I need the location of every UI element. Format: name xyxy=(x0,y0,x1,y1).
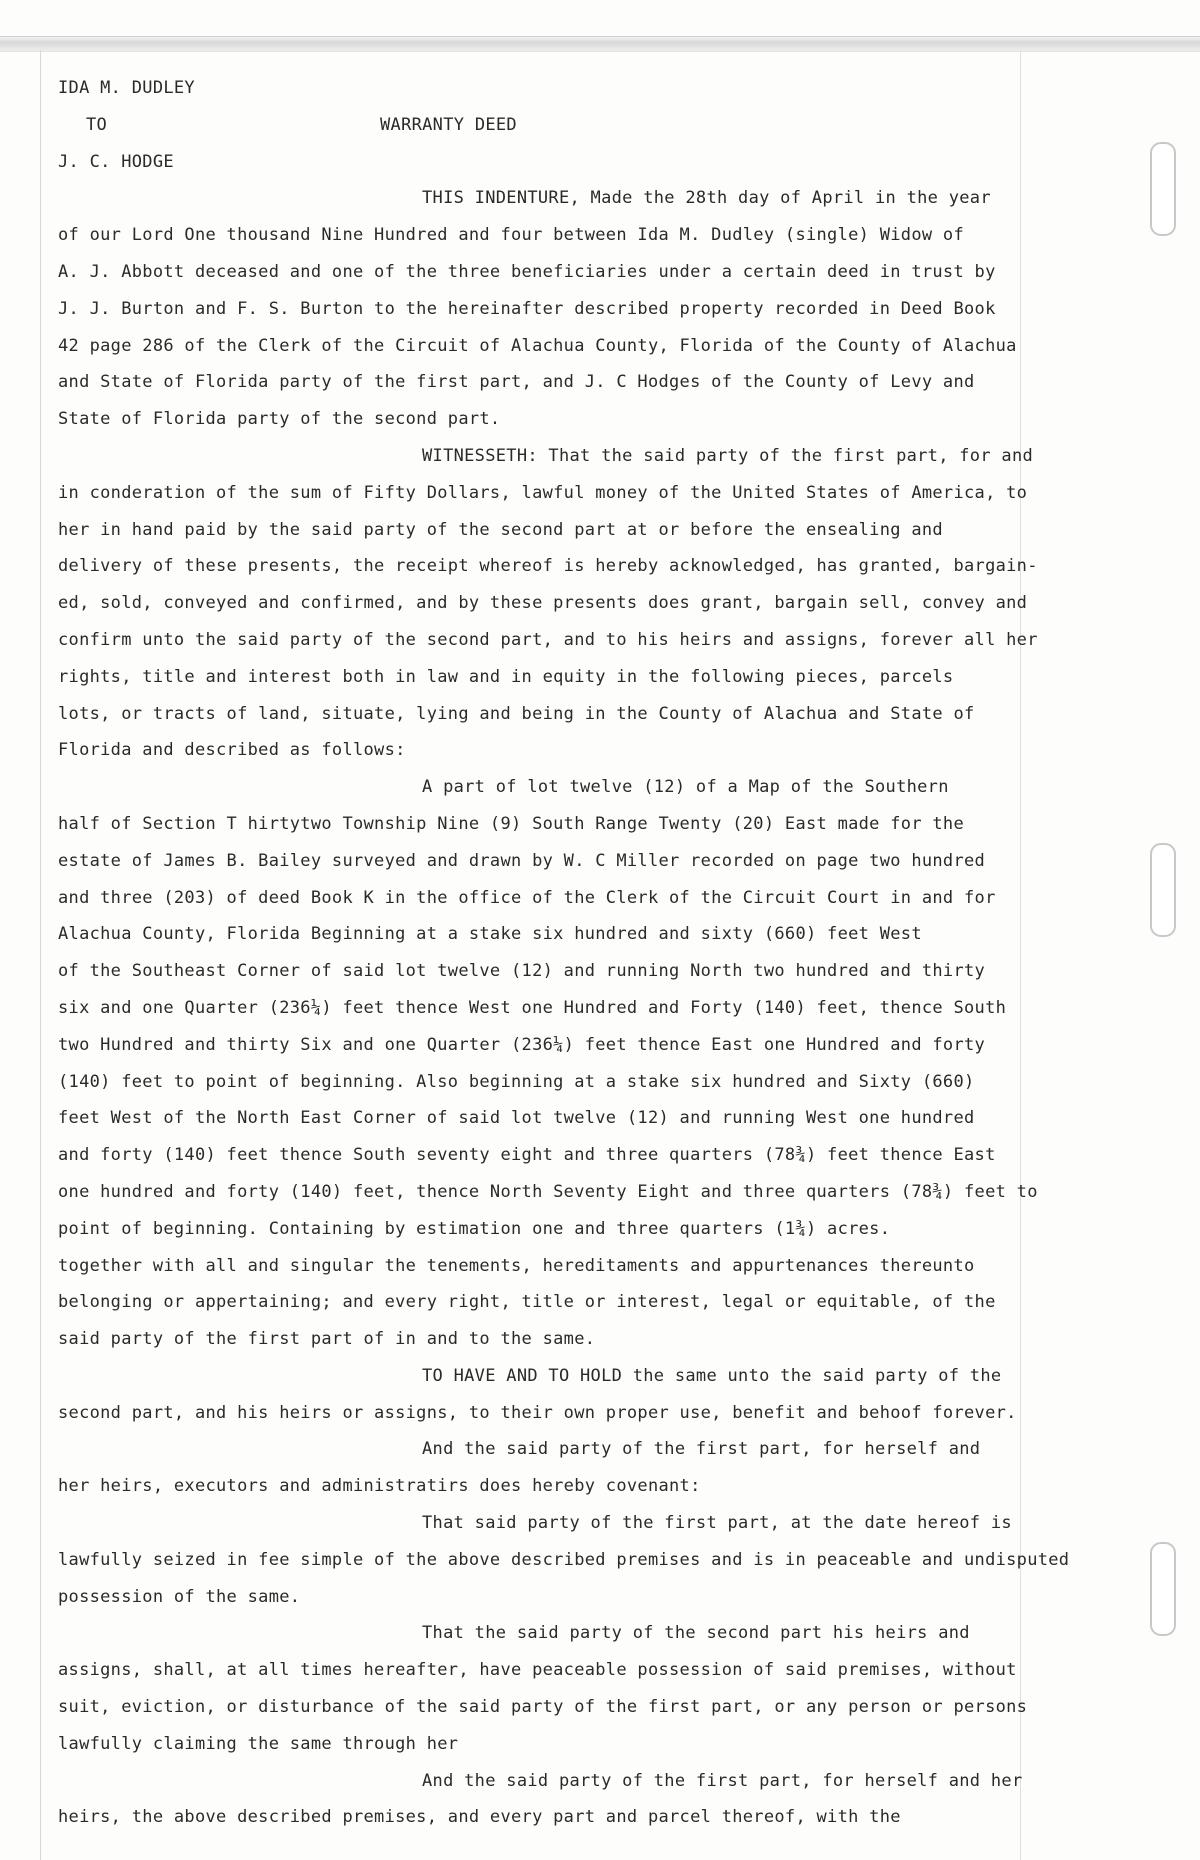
text-line: of our Lord One thousand Nine Hundred and four between Ida M. Dudley (single) Widow of xyxy=(58,225,964,246)
text-line: and State of Florida party of the first part, and J. C Hodges of the County of Levy and xyxy=(58,372,975,393)
text-line: TO HAVE AND TO HOLD the same unto the said party of the xyxy=(422,1365,1002,1386)
text-line: Florida and described as follows: xyxy=(58,740,406,761)
text-line: one hundred and forty (140) feet, thence North Seventy Eight and three quarters (78¾) feet to xyxy=(58,1181,1038,1202)
text-line: lawfully seized in fee simple of the above described premises and is in peaceable and undisputed xyxy=(58,1549,1070,1570)
text-line: and forty (140) feet thence South seventy eight and three quarters (78¾) feet thence East xyxy=(58,1145,996,1166)
text-line: heirs, the above described premises, and every part and parcel thereof, with the xyxy=(58,1807,901,1828)
text-line: point of beginning. Containing by estimation one and three quarters (1¾) acres. xyxy=(58,1218,891,1239)
text-line: And the said party of the first part, for herself and xyxy=(422,1439,981,1460)
text-line: confirm unto the said party of the second part, and to his heirs and assigns, forever all her xyxy=(58,629,1038,650)
text-line: together with all and singular the tenements, hereditaments and appurtenances thereunto xyxy=(58,1255,975,1276)
text-line: And the said party of the first part, for herself and her xyxy=(422,1770,1023,1791)
to-label: TO xyxy=(86,114,108,135)
heading-line xyxy=(58,107,1038,144)
text-line: and three (203) of deed Book K in the office of the Clerk of the Circuit Court in and for xyxy=(58,887,996,908)
text-line: delivery of these presents, the receipt whereof is hereby acknowledged, has granted, bargain- xyxy=(58,556,1038,577)
text-line: her heirs, executors and administratirs does hereby covenant: xyxy=(58,1476,701,1497)
text-line: half of Section T hirtytwo Township Nine (9) South Range Twenty (20) East made for the xyxy=(58,813,964,834)
text-line: 42 page 286 of the Clerk of the Circuit of Alachua County, Florida of the County of Alachua xyxy=(58,335,1017,356)
grantee-name: J. C. HODGE xyxy=(58,151,174,172)
document-title: WARRANTY DEED xyxy=(380,114,517,135)
text-line: suit, eviction, or disturbance of the said party of the first part, or any person or persons xyxy=(58,1697,1028,1718)
text-line: That the said party of the second part his heirs and xyxy=(422,1623,970,1644)
left-margin-rule xyxy=(40,50,41,1860)
text-line: two Hundred and thirty Six and one Quarter (236¼) feet thence East one Hundred and forty xyxy=(58,1034,986,1055)
punch-hole-top xyxy=(1150,142,1176,236)
text-line: feet West of the North East Corner of said lot twelve (12) and running West one hundred xyxy=(58,1108,975,1129)
text-line: six and one Quarter (236¼) feet thence West one Hundred and Forty (140) feet, thence South xyxy=(58,997,1007,1018)
text-line: second part, and his heirs or assigns, to their own proper use, benefit and behoof forever. xyxy=(58,1402,1017,1423)
text-line: J. J. Burton and F. S. Burton to the hereinafter described property recorded in Deed Book xyxy=(58,298,996,319)
text-line: A. J. Abbott deceased and one of the three beneficiaries under a certain deed in trust by xyxy=(58,261,996,282)
text-line: ed, sold, conveyed and confirmed, and by these presents does grant, bargain sell, convey and xyxy=(58,593,1028,614)
text-line: her in hand paid by the said party of the second part at or before the ensealing and xyxy=(58,519,943,540)
punch-hole-bottom xyxy=(1150,1542,1176,1636)
punch-hole-middle xyxy=(1150,843,1176,937)
text-line: estate of James B. Bailey surveyed and drawn by W. C Miller recorded on page two hundred xyxy=(58,850,986,871)
text-line: THIS INDENTURE, Made the 28th day of April in the year xyxy=(422,188,991,209)
text-line: A part of lot twelve (12) of a Map of the Southern xyxy=(422,777,949,798)
text-line: rights, title and interest both in law and in equity in the following pieces, parcels xyxy=(58,666,954,687)
text-line: That said party of the first part, at the date hereof is xyxy=(422,1513,1012,1534)
text-line: WITNESSETH: That the said party of the first part, for and xyxy=(422,445,1034,466)
text-line: of the Southeast Corner of said lot twelve (12) and running North two hundred and thirty xyxy=(58,961,986,982)
text-line: (140) feet to point of beginning. Also beginning at a stake six hundred and Sixty (660) xyxy=(58,1071,975,1092)
text-line: said party of the first part of in and to the same. xyxy=(58,1329,596,1350)
text-line: lots, or tracts of land, situate, lying and being in the County of Alachua and State of xyxy=(58,703,975,724)
text-line: assigns, shall, at all times hereafter, have peaceable possession of said premises, without xyxy=(58,1660,1017,1681)
text-line: in conderation of the sum of Fifty Dollars, lawful money of the United States of America, to xyxy=(58,482,1028,503)
deed-text xyxy=(58,70,1070,1836)
text-line: belonging or appertaining; and every right, title or interest, legal or equitable, of the xyxy=(58,1292,996,1313)
text-line: possession of the same. xyxy=(58,1586,301,1607)
grantor-name: IDA M. DUDLEY xyxy=(58,78,195,98)
text-line: State of Florida party of the second part. xyxy=(58,409,501,430)
text-line: Alachua County, Florida Beginning at a stake six hundred and sixty (660) feet West xyxy=(58,924,922,945)
text-line: lawfully claiming the same through her xyxy=(58,1733,459,1754)
